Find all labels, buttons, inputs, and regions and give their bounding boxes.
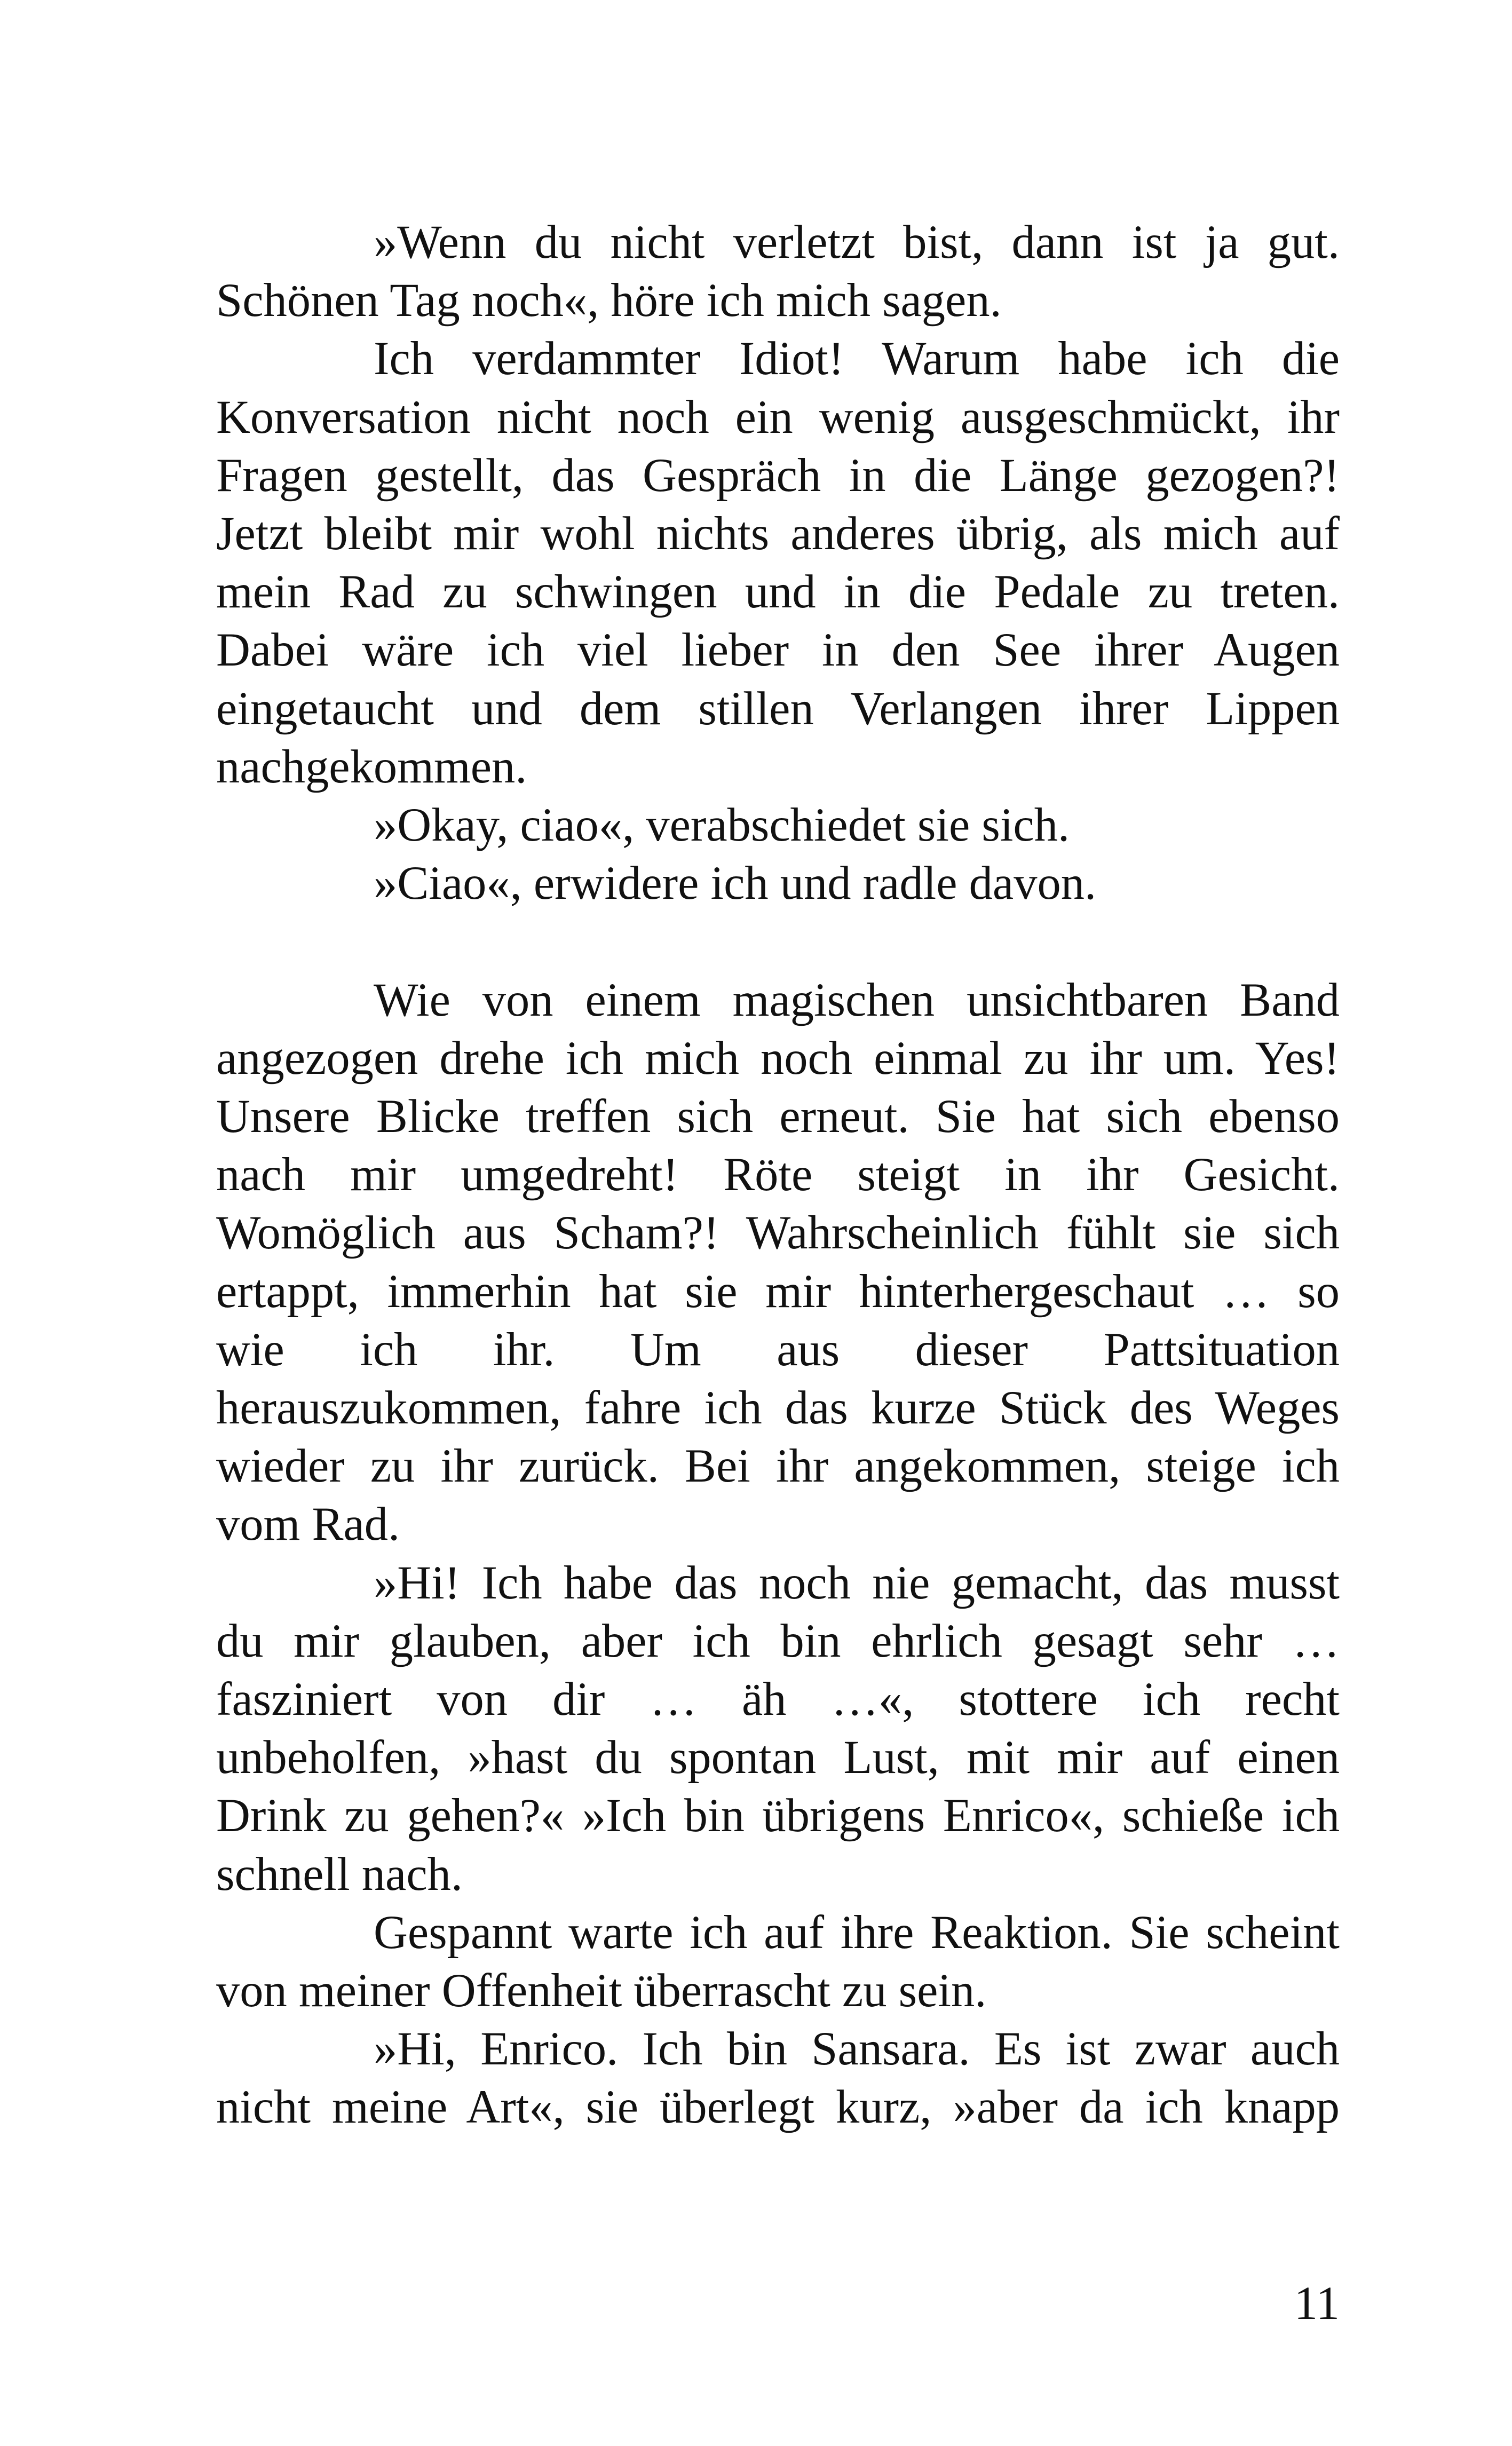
- text-line: nicht meine Art«, sie überlegt kurz, »aber da ich knapp: [216, 2081, 1340, 2134]
- text-line: fasziniert von dir … äh …«, stottere ich recht: [216, 1673, 1340, 1726]
- text-line: »Wenn du nicht verletzt bist, dann ist ja gut.: [374, 216, 1340, 268]
- text-line: mein Rad zu schwingen und in die Pedale zu treten.: [216, 566, 1340, 619]
- text-line: unbeholfen, »hast du spontan Lust, mit mir auf einen: [216, 1731, 1340, 1784]
- text-line: von meiner Offenheit überrascht zu sein.: [216, 1965, 987, 2017]
- text-line: Unsere Blicke treffen sich erneut. Sie hat sich ebenso: [216, 1090, 1340, 1143]
- text-line: nachgekommen.: [216, 740, 527, 793]
- paragraph: [216, 2020, 1340, 2136]
- text-line: nach mir umgedreht! Röte steigt in ihr Gesicht.: [216, 1149, 1340, 1201]
- paragraph: [216, 971, 1340, 1554]
- text-line: Drink zu gehen?« »Ich bin übrigens Enrico«, schieße ich: [216, 1790, 1340, 1842]
- text-line: Konversation nicht noch ein wenig ausgeschmückt, ihr: [216, 391, 1340, 444]
- text-line: wieder zu ihr zurück. Bei ihr angekommen, steige ich: [216, 1440, 1340, 1493]
- book-page-text: [216, 213, 1340, 2137]
- text-line: »Okay, ciao«, verabschiedet sie sich.: [374, 799, 1070, 852]
- text-line: ertappt, immerhin hat sie mir hinterhergeschaut … so: [216, 1265, 1340, 1318]
- text-line: »Ciao«, erwidere ich und radle davon.: [374, 857, 1097, 910]
- text-line: Womöglich aus Scham?! Wahrscheinlich fühlt sie sich: [216, 1207, 1340, 1260]
- text-line: Wie von einem magischen unsichtbaren Band: [374, 973, 1340, 1026]
- text-line: Schönen Tag noch«, höre ich mich sagen.: [216, 274, 1002, 327]
- paragraph: [216, 854, 1340, 913]
- text-line: Gespannt warte ich auf ihre Reaktion. Sie scheint: [374, 1906, 1340, 1959]
- text-line: »Hi! Ich habe das noch nie gemacht, das musst: [374, 1556, 1340, 1609]
- text-line: wie ich ihr. Um aus dieser Pattsituation: [216, 1323, 1340, 1376]
- text-line: angezogen drehe ich mich noch einmal zu ihr um. Yes!: [216, 1032, 1340, 1085]
- page-number: 11: [1294, 2277, 1340, 2330]
- text-line: Ich verdammter Idiot! Warum habe ich die: [374, 333, 1340, 385]
- paragraph: [216, 1904, 1340, 2020]
- text-line: schnell nach.: [216, 1848, 463, 1901]
- paragraph: [216, 213, 1340, 330]
- paragraph: [216, 1554, 1340, 1904]
- text-line: herauszukommen, fahre ich das kurze Stück des Weges: [216, 1382, 1340, 1435]
- text-line: eingetaucht und dem stillen Verlangen ihrer Lippen: [216, 682, 1340, 735]
- scene-break: [216, 913, 1340, 971]
- text-line: vom Rad.: [216, 1498, 400, 1551]
- paragraph: [216, 330, 1340, 796]
- text-line: Jetzt bleibt mir wohl nichts anderes übrig, als mich auf: [216, 508, 1340, 560]
- text-line: »Hi, Enrico. Ich bin Sansara. Es ist zwar auch: [374, 2023, 1340, 2076]
- text-line: Fragen gestellt, das Gespräch in die Länge gezogen?!: [216, 449, 1340, 502]
- text-line: Dabei wäre ich viel lieber in den See ihrer Augen: [216, 624, 1340, 677]
- paragraph: [216, 796, 1340, 854]
- text-line: du mir glauben, aber ich bin ehrlich gesagt sehr …: [216, 1614, 1340, 1667]
